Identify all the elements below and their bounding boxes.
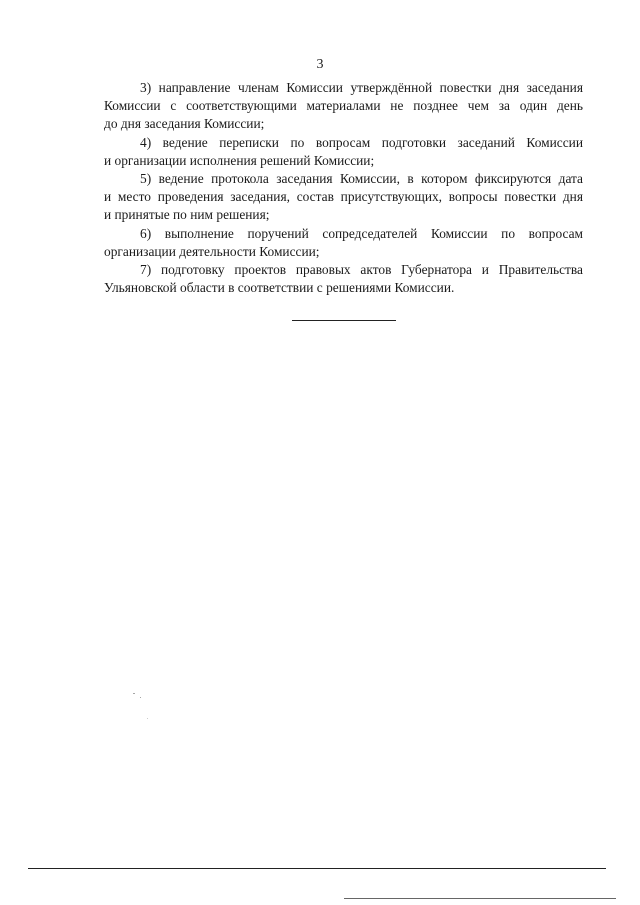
list-item-5 [104,170,583,225]
list-item-3-line-1 [104,79,583,97]
scan-speck [147,718,148,719]
list-item-7-line-2: Ульяновской области в соответствии с решениями Комиссии. [104,280,455,296]
end-separator-line [292,320,396,321]
scan-speck [140,697,141,698]
list-item-5-line-2: и место проведения заседания, состав присутствующих, вопросы повестки дня [104,189,583,205]
list-item-6 [104,225,583,261]
list-item-4-line-2: и организации исполнения решений Комиссии; [104,152,375,168]
list-item-4-text-1: 4) ведение переписки по вопросам подготовки заседаний Комиссии [140,134,583,150]
list-item-5-line-1 [104,170,583,188]
list-item-7-text-1: 7) подготовку проектов правовых актов Губернатора и Правительства [140,262,583,278]
footer-rule-thin [344,898,616,899]
scan-speck [133,693,135,694]
list-item-4-line-1 [104,134,583,152]
list-item-6-line-1 [104,225,583,243]
list-item-5-text-1: 5) ведение протокола заседания Комиссии, в котором фиксируются дата [140,171,583,187]
page-number: 3 [316,57,324,72]
list-item-7 [104,261,583,297]
list-item-3-line-3: до дня заседания Комиссии; [104,116,265,132]
list-item-3 [104,79,583,134]
list-item-4 [104,134,583,170]
list-item-6-line-2: организации деятельности Комиссии; [104,243,320,259]
list-item-3-line-2: Комиссии с соответствующими материалами не позднее чем за один день [104,98,583,114]
list-item-7-line-1 [104,261,583,279]
document-body [104,79,583,297]
footer-rule [28,868,606,869]
list-item-6-text-1: 6) выполнение поручений сопредседателей Комиссии по вопросам [140,225,583,241]
list-item-5-line-3: и принятые по ним решения; [104,207,270,223]
list-item-3-text-1: 3) направление членам Комиссии утверждённой повестки дня заседания [140,80,583,95]
